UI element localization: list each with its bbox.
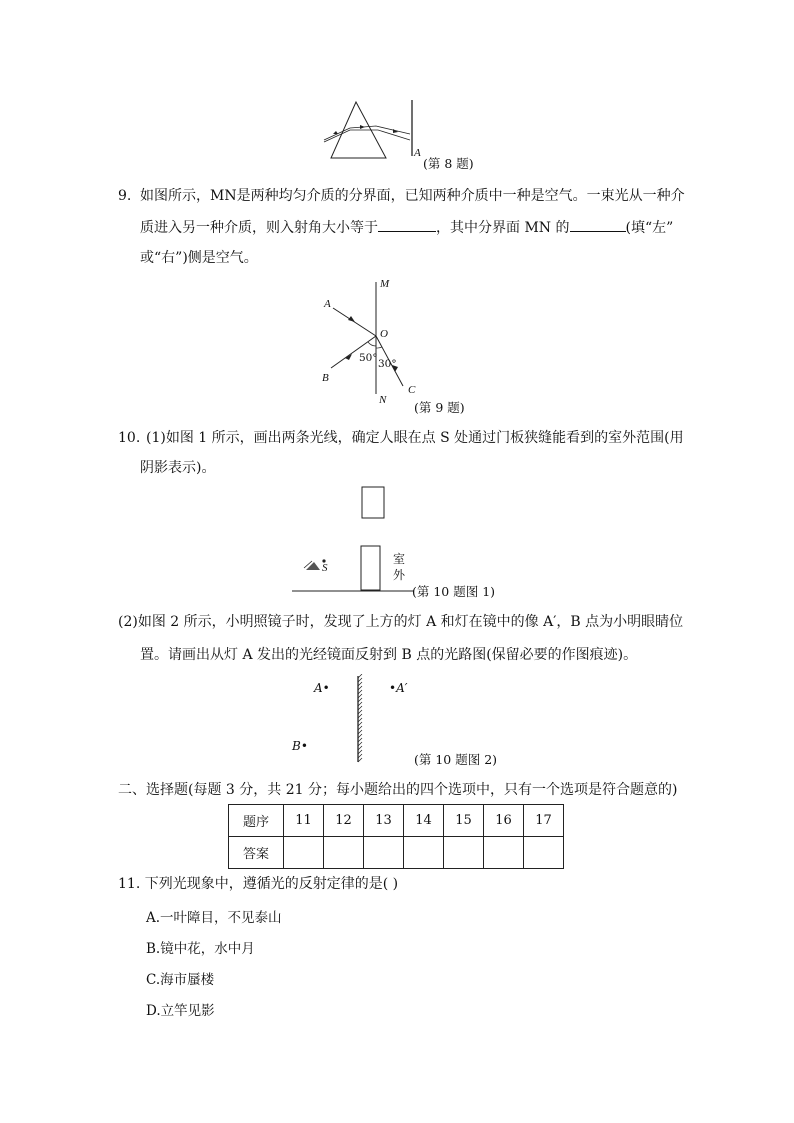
q8-caption: (第 8 题) xyxy=(423,156,474,171)
q9-label-o: O xyxy=(380,328,388,340)
answer-table-number: 11 xyxy=(284,805,324,837)
q10-fig2-caption: (第 10 题图 2) xyxy=(414,752,498,767)
answer-table-number: 16 xyxy=(484,805,524,837)
answer-cell-13[interactable] xyxy=(364,837,404,869)
q9-label-c: C xyxy=(408,384,416,396)
blank-incidence-angle[interactable] xyxy=(378,217,436,232)
q10-fig1-outside-1: 室 xyxy=(393,552,406,566)
q9-line2 xyxy=(140,217,673,238)
q10-fig2-label-b: B• xyxy=(292,739,308,753)
answer-table-number: 14 xyxy=(404,805,444,837)
arrow-head-icon xyxy=(360,125,365,129)
q9-label-b: B xyxy=(322,372,329,384)
answer-cell-16[interactable] xyxy=(484,837,524,869)
q9-angle-30: 30° xyxy=(378,358,397,370)
q10-fig2-label-a: A• xyxy=(314,681,330,695)
lower-door-panel xyxy=(361,546,380,590)
q8-label-a: A xyxy=(414,147,421,159)
q9-label-m: M xyxy=(380,278,390,290)
answer-table-question-label: 题序 xyxy=(229,805,284,837)
answer-table-header-row xyxy=(229,805,564,837)
arrow-head-icon xyxy=(333,131,338,134)
q11-option-a[interactable]: A.一叶障目，不见泰山 xyxy=(146,910,282,926)
q10-fig2-label-a-prime: •A′ xyxy=(389,681,408,695)
answer-table-number: 12 xyxy=(324,805,364,837)
q9-line2-part-b: ，其中分界面 MN 的 xyxy=(436,220,570,236)
answer-cell-12[interactable] xyxy=(324,837,364,869)
answer-table-number: 17 xyxy=(524,805,564,837)
q10-fig1-label-s: S xyxy=(322,562,328,574)
q10-fig1-caption: (第 10 题图 1) xyxy=(412,584,496,599)
section2-heading: 二、选择题(每题 3 分，共 21 分；每小题给出的四个选项中，只有一个选项是符合题意的) xyxy=(118,782,678,798)
upper-door-panel xyxy=(362,487,384,518)
q8-prism-figure xyxy=(320,98,440,168)
answer-cell-15[interactable] xyxy=(444,837,484,869)
ray-ao xyxy=(333,308,376,336)
q9-label-n: N xyxy=(379,394,387,406)
q11-option-b[interactable]: B.镜中花，水中月 xyxy=(146,941,255,957)
q9-label-a: A xyxy=(324,298,331,310)
q9-line3: 或“右”)侧是空气。 xyxy=(140,250,258,266)
q9-caption: (第 9 题) xyxy=(414,400,465,415)
q10-part2-line2: 置。请画出从灯 A 发出的光经镜面反射到 B 点的光路图(保留必要的作图痕迹)。 xyxy=(140,647,638,663)
q9-line2-part-a: 质进入另一种介质，则入射角大小等于 xyxy=(140,220,378,236)
q9-number: 9. xyxy=(118,188,132,204)
blank-air-side[interactable] xyxy=(570,217,626,232)
q10-part1-line2: 阴影表示)。 xyxy=(140,460,216,476)
arrow-head-icon xyxy=(348,316,355,322)
q10-number: 10. xyxy=(118,430,141,446)
answer-cell-14[interactable] xyxy=(404,837,444,869)
q10-part1-line1: (1)如图 1 所示，画出两条光线，确定人眼在点 S 处通过门板狭缝能看到的室外范围(用 xyxy=(146,430,684,446)
q11-stem: 11. 下列光现象中，遵循光的反射定律的是( ) xyxy=(118,876,399,892)
q10-fig2-mirror xyxy=(352,674,372,766)
answer-table-number: 13 xyxy=(364,805,404,837)
q11-option-c[interactable]: C.海市蜃楼 xyxy=(146,972,215,988)
q9-line2-part-c: (填“左” xyxy=(625,220,674,236)
answer-table-answer-label: 答案 xyxy=(229,837,284,869)
angle-arc-50 xyxy=(368,342,376,346)
q9-angle-50: 50° xyxy=(359,352,378,364)
q11-option-d[interactable]: D.立竿见影 xyxy=(146,1003,215,1019)
answer-table-number: 15 xyxy=(444,805,484,837)
q10-part2-line1: (2)如图 2 所示，小明照镜子时，发现了上方的灯 A 和灯在镜中的像 A′，B 点为小明眼睛位 xyxy=(118,614,684,630)
answer-table xyxy=(228,804,564,869)
answer-cell-17[interactable] xyxy=(524,837,564,869)
eye-icon xyxy=(306,562,320,570)
q9-line1: 如图所示，MN是两种均匀介质的分界面，已知两种介质中一种是空气。一束光从一种介 xyxy=(140,188,685,204)
angle-arc-30 xyxy=(376,347,382,348)
answer-table-answer-row xyxy=(229,837,564,869)
answer-cell-11[interactable] xyxy=(284,837,324,869)
q10-fig1-outside-2: 外 xyxy=(393,568,406,582)
